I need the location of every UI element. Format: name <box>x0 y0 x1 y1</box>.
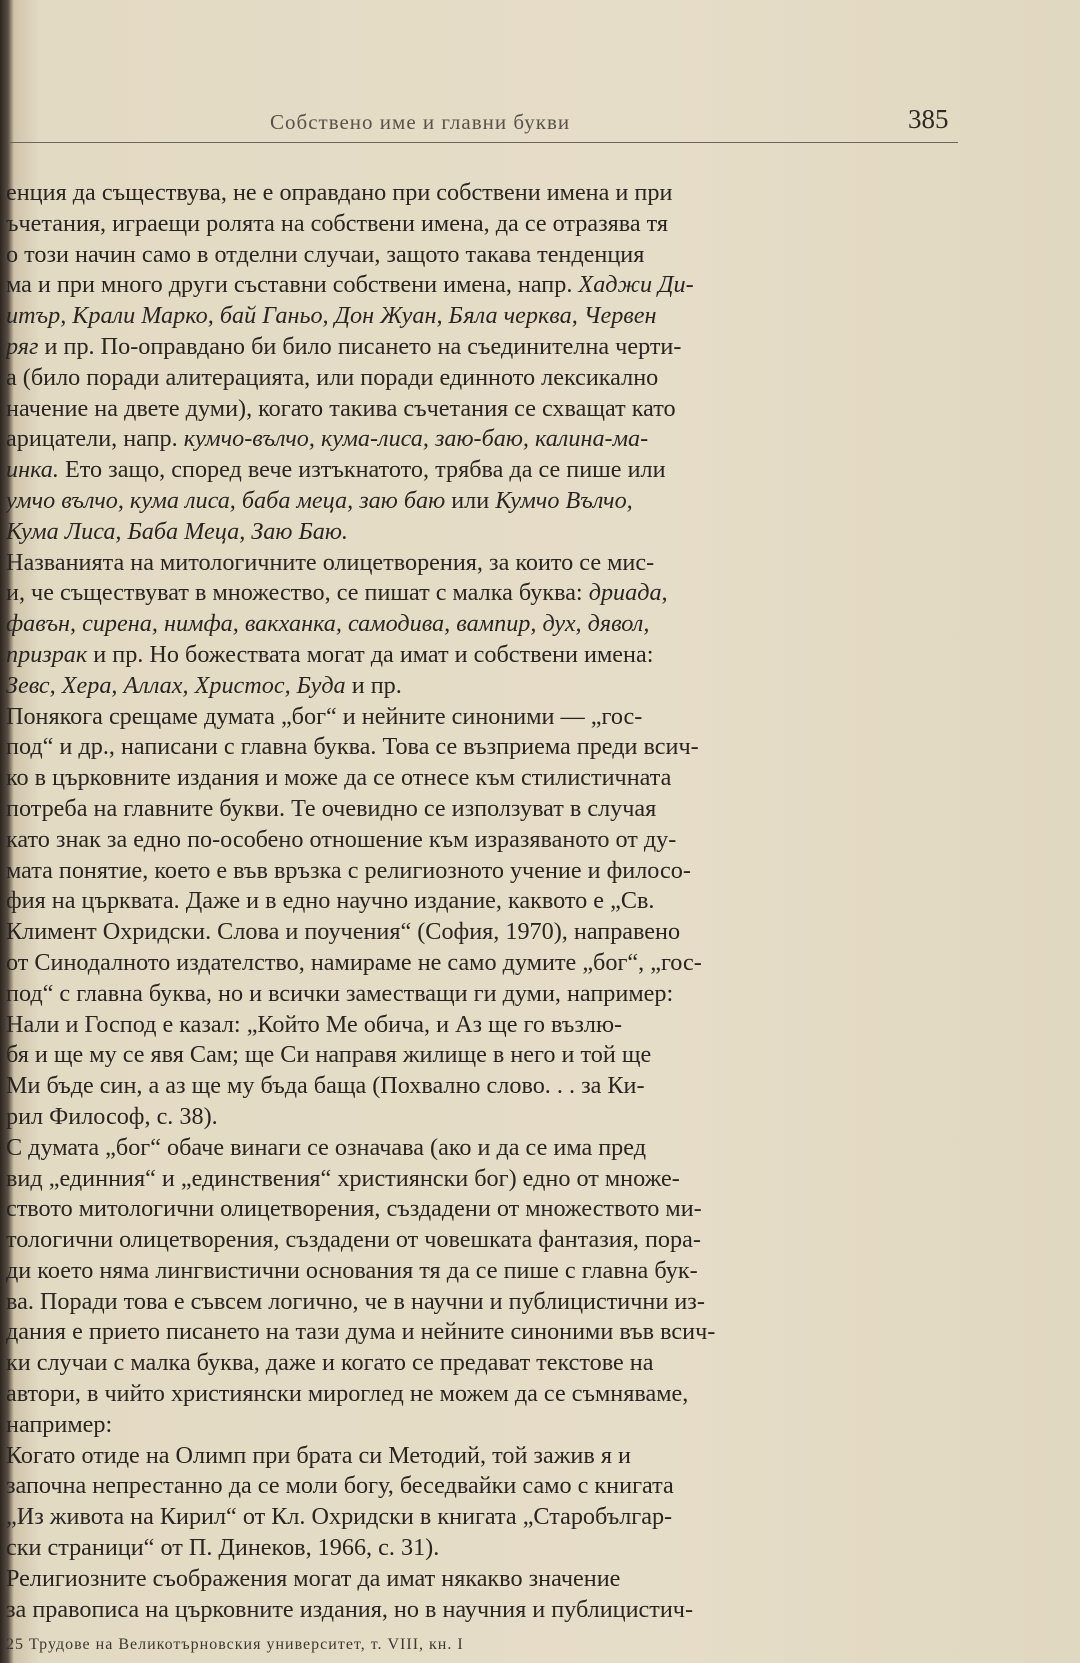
text-line <box>6 671 958 702</box>
text-line <box>6 178 958 209</box>
text-run: о този начин само в отделни случаи, защото такава тенденция <box>6 240 645 268</box>
text-run: ски страници“ от П. Динеков, 1966, с. 31). <box>6 1534 440 1562</box>
text-line <box>6 240 958 271</box>
italic-example: Зевс, Хера, Аллах, Христос, Буда <box>6 671 346 699</box>
text-line <box>6 548 958 579</box>
body-text <box>6 178 958 1625</box>
text-line <box>6 209 958 240</box>
page-footer: 25 Трудове на Великотърновския университет, т. VIII, кн. I <box>6 1636 464 1653</box>
text-line <box>6 979 958 1010</box>
italic-example: инка. <box>6 456 59 484</box>
text-run: Религиозните съображения могат да имат някакво значение <box>6 1564 621 1592</box>
text-line <box>6 886 958 917</box>
text-line <box>6 825 958 856</box>
text-run: фия на църквата. Даже и в едно научно издание, каквото е „Св. <box>6 887 655 915</box>
text-line <box>6 1502 958 1533</box>
text-line <box>6 1410 958 1441</box>
text-line <box>6 1564 958 1595</box>
text-line <box>6 578 958 609</box>
text-line <box>6 1317 958 1348</box>
text-line <box>6 948 958 979</box>
text-line <box>6 394 958 425</box>
text-run: мата понятие, което е във връзка с религиозното учение и филосо- <box>6 856 691 884</box>
text-line <box>6 1133 958 1164</box>
italic-example: итър, Крали Марко, бай Ганьо, Дон Жуан, Бяла черква, Червен <box>6 302 657 330</box>
text-line <box>6 794 958 825</box>
text-run: дания е прието писането на тази дума и нейните синоними във всич- <box>6 1318 716 1346</box>
page-header <box>0 104 1080 144</box>
text-line <box>6 1379 958 1410</box>
text-line <box>6 517 958 548</box>
italic-example: фавън, сирена, нимфа, вакханка, самодива, вампир, дух, дявол, <box>6 610 650 638</box>
text-run: от Синодалното издателство, намираме не само думите „бог“, „гос- <box>6 948 702 976</box>
text-line <box>6 424 958 455</box>
text-run: ма и при много други съставни собствени имена, напр. <box>6 271 579 299</box>
text-line <box>6 1164 958 1195</box>
text-line <box>6 1471 958 1502</box>
text-line <box>6 1010 958 1041</box>
text-run: бя и ще му се явя Сам; ще Си направя жилище в него и той ще <box>6 1041 652 1069</box>
text-run: Названията на митологичните олицетворения, за които се мис- <box>6 548 655 576</box>
text-run: ството митологични олицетворения, създадени от множеството ми- <box>6 1195 702 1223</box>
italic-example: Хаджи Ди- <box>578 271 694 299</box>
text-line <box>6 732 958 763</box>
text-run: и пр. <box>345 671 402 699</box>
italic-example: Кума Лиса, Баба Меца, Заю Баю. <box>6 517 348 545</box>
italic-example: умчо вълчо, кума лиса, баба меца, заю баю <box>6 486 446 514</box>
text-run: енция да съществува, не е оправдано при собствени имена и при <box>6 179 673 206</box>
text-line <box>6 1102 958 1133</box>
text-run: Климент Охридски. Слова и поучения“ (София, 1970), направено <box>6 918 681 946</box>
text-run: ъчетания, играещи ролята на собствени имена, да се отразява тя <box>6 209 669 237</box>
text-line <box>6 702 958 733</box>
italic-example: ряг <box>6 332 39 360</box>
text-run: арицатели, напр. <box>6 425 184 453</box>
italic-example: призрак <box>6 640 88 668</box>
text-line <box>6 1287 958 1318</box>
italic-example: Кумчо Вълчо, <box>495 486 633 514</box>
text-run: ки случаи с малка буква, даже и когато се предават текстове на <box>6 1349 654 1377</box>
text-line <box>6 1040 958 1071</box>
text-run: потреба на главните букви. Те очевидно се използуват в случая <box>6 794 657 822</box>
text-line <box>6 609 958 640</box>
running-title: Собствено име и главни букви <box>270 110 571 134</box>
text-run: и, че съществуват в множество, се пишат с малка буква: <box>6 579 589 607</box>
text-run: Ето защо, според вече изтъкнатото, трябва да се пише или <box>58 456 666 484</box>
text-line <box>6 332 958 363</box>
text-line <box>6 1595 958 1626</box>
text-run: рил Философ, с. 38). <box>6 1102 218 1130</box>
page-number: 385 <box>908 104 949 134</box>
text-run: под“ с главна буква, но и всички заместващи ги думи, например: <box>6 979 674 1007</box>
text-run: Когато отиде на Олимп при брата си Методий, той зажив я и <box>6 1441 631 1469</box>
text-line <box>6 1071 958 1102</box>
text-run: вид „единния“ и „единствения“ християнски бог) едно от множе- <box>6 1164 680 1192</box>
text-line <box>6 1225 958 1256</box>
text-line <box>6 917 958 948</box>
text-run: или <box>445 486 496 514</box>
text-line <box>6 1441 958 1472</box>
header-rule <box>8 142 958 143</box>
text-run: а (било поради алитерацията, или поради единното лексикално <box>6 363 659 391</box>
text-line <box>6 856 958 887</box>
text-run: например: <box>6 1410 113 1438</box>
text-run: ко в църковните издания и може да се отнесе към стилистичната <box>6 764 672 792</box>
text-line <box>6 270 958 301</box>
text-run: С думата „бог“ обаче винаги се означава (ако и да се има пред <box>6 1133 646 1161</box>
text-line <box>6 763 958 794</box>
text-line <box>6 455 958 486</box>
text-run: ва. Поради това е съвсем логично, че в научни и публицистични из- <box>6 1287 705 1315</box>
text-run: начение на двете думи), когато такива съчетания се схващат като <box>6 394 676 422</box>
text-line <box>6 1533 958 1564</box>
text-run: като знак за едно по-особено отношение към изразяваното от ду- <box>6 825 677 853</box>
text-line <box>6 301 958 332</box>
text-run: Понякога срещаме думата „бог“ и нейните синоними — „гос- <box>6 702 643 730</box>
text-run: започна непрестанно да се моли богу, беседвайки само с книгата <box>6 1472 674 1500</box>
text-line <box>6 486 958 517</box>
text-run: тологични олицетворения, създадени от човешката фантазия, пора- <box>6 1226 701 1254</box>
text-run: и пр. Но божествата могат да имат и собствени имена: <box>87 640 654 668</box>
text-run: Ми бъде син, а аз ще му бъда баща (Похвално слово. . . за Ки- <box>6 1072 645 1100</box>
text-run: „Из живота на Кирил“ от Кл. Охридски в книгата „Старобългар- <box>6 1503 673 1531</box>
text-line <box>6 640 958 671</box>
italic-example: дриада, <box>588 579 668 607</box>
text-line <box>6 363 958 394</box>
text-line <box>6 1256 958 1287</box>
italic-example: кумчо-вълчо, кума-лиса, заю-баю, калина-ма- <box>183 425 649 453</box>
text-run: ди което няма лингвистични основания тя да се пише с главна бук- <box>6 1256 698 1284</box>
text-run: под“ и др., написани с главна буква. Това се възприема преди всич- <box>6 733 699 761</box>
text-run: и пр. По-оправдано би било писането на съединителна черти- <box>38 332 682 360</box>
text-run: Нали и Господ е казал: „Който Ме обича, и Аз ще го възлю- <box>6 1010 623 1038</box>
text-run: автори, в чийто християнски мироглед не можем да се съмняваме, <box>6 1380 689 1408</box>
text-line <box>6 1194 958 1225</box>
text-run: за правописа на църковните издания, но в научния и публицистич- <box>6 1595 694 1623</box>
text-line <box>6 1348 958 1379</box>
